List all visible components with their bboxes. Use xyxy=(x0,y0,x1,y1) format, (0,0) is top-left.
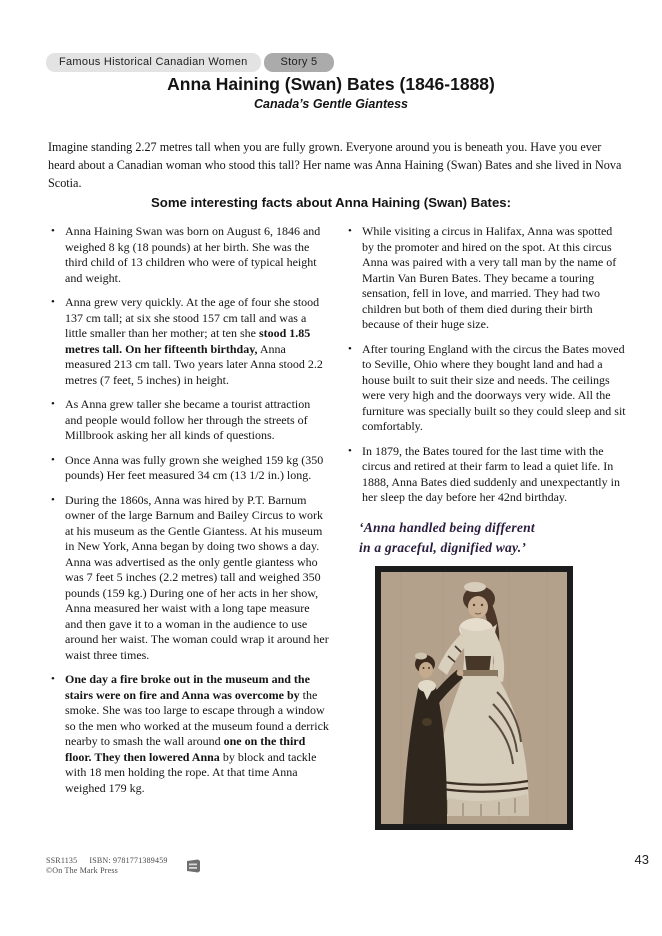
page-number: 43 xyxy=(634,852,649,867)
intro-paragraph: Imagine standing 2.27 metres tall when you are fully grown. Everyone around you is beneath you. Have you ever heard about a Canadian woman who stood this tall? Her name was Anna Haining (Swan) Bates and she lived in Nova Scotia. xyxy=(48,140,622,190)
series-tab: Famous Historical Canadian Women xyxy=(46,53,261,72)
left-column xyxy=(48,224,329,830)
fact-item: • While visiting a circus in Halifax, Anna was spotted by the promoter and hired on the spot. At this circus Anna was paired with a very tall man by the name of Martin Van Buren Bates. They became a touring sensation, fell in love, and married. They had two children but both of them died during their birth because of their huge size. xyxy=(345,224,626,333)
page-title: Anna Haining (Swan) Bates (1846-1888) xyxy=(167,74,495,94)
facts-list-left xyxy=(48,224,329,796)
pull-quote-line2: in a graceful, dignified way.’ xyxy=(359,539,527,555)
fact-item: • One day a fire broke out in the museum and the stairs were on fire and Anna was overcome by the smoke. She was too large to escape through a window so the men who worked at the museum found a derrick nearby to smash the wall around one on the third floor. They then lowered Anna by block and tackle with 18 men holding the rope. At that time Anna weighed 179 kg. xyxy=(48,672,329,796)
page-subtitle: Canada’s Gentle Giantess xyxy=(254,97,408,111)
fact-item: • Anna grew very quickly. At the age of four she stood 137 cm tall; at six she stood 157 cm tall and was a little smaller than her mother; at ten she stood 1.85 metres tall. On her fifteenth birthday, Anna measured 213 cm tall. Two years later Anna stood 2.2 metres (7 feet, 5 inches) in height. xyxy=(48,295,329,388)
header-tabs xyxy=(46,53,334,72)
story-number-tab: Story 5 xyxy=(264,53,335,72)
facts-heading: Some interesting facts about Anna Haining (Swan) Bates: xyxy=(150,195,512,210)
fact-item: • Once Anna was fully grown she weighed 159 kg (350 pounds) Her feet measured 34 cm (13 1/2 in.) long. xyxy=(48,453,329,484)
product-code: SSR1135 xyxy=(46,856,78,865)
right-column xyxy=(345,224,626,830)
facts-list-right xyxy=(345,224,626,506)
pull-quote xyxy=(359,518,626,558)
photo-illustration xyxy=(381,572,567,824)
pull-quote-line1: ‘Anna handled being different xyxy=(359,519,535,535)
fact-item: • Anna Haining Swan was born on August 6, 1846 and weighed 8 kg (18 pounds) at her birth. She was the third child of 13 children who were of typical height and weight. xyxy=(48,224,329,286)
publisher-logo-icon xyxy=(185,858,202,874)
fact-item: • During the 1860s, Anna was hired by P.T. Barnum owner of the large Barnum and Bailey Circus to work at his museum as the Gentle Giantess. At his museum in New York, Anna began by doing two shows a day. Anna was advertised as the only gentle giantess who was 7 feet 5 inches (2.2 metres) tall and weighed 350 pounds (159 kg.) During one of her acts in her show, Anna measured her waist with a long tape measure and then gave it to a woman in the audience to use around her waist. The woman could wrap it around her waist three times. xyxy=(48,493,329,664)
isbn-text: ISBN: 9781771389459 xyxy=(89,856,168,865)
fact-item: • As Anna grew taller she became a tourist attraction and people would follow her through the streets of Millbrook asking her all kinds of questions. xyxy=(48,397,329,444)
footer-publisher-info xyxy=(46,856,168,875)
facts-columns xyxy=(48,224,626,830)
copyright-text: ©On The Mark Press xyxy=(46,865,118,875)
fact-item: • After touring England with the circus the Bates moved to Seville, Ohio where they bought land and had a house built to suit their size and needs. The ceilings were very high and the doorways very wide. All the furniture was specially built so they could sleep and sit comfortably. xyxy=(345,342,626,435)
fact-item: • In 1879, the Bates toured for the last time with the circus and retired at their farm to lead a quiet life. In 1888, Anna Bates died suddenly and unexpectantly in her sleep the day before her 42nd birthday. xyxy=(345,444,626,506)
photo-anna-bates xyxy=(375,566,573,830)
